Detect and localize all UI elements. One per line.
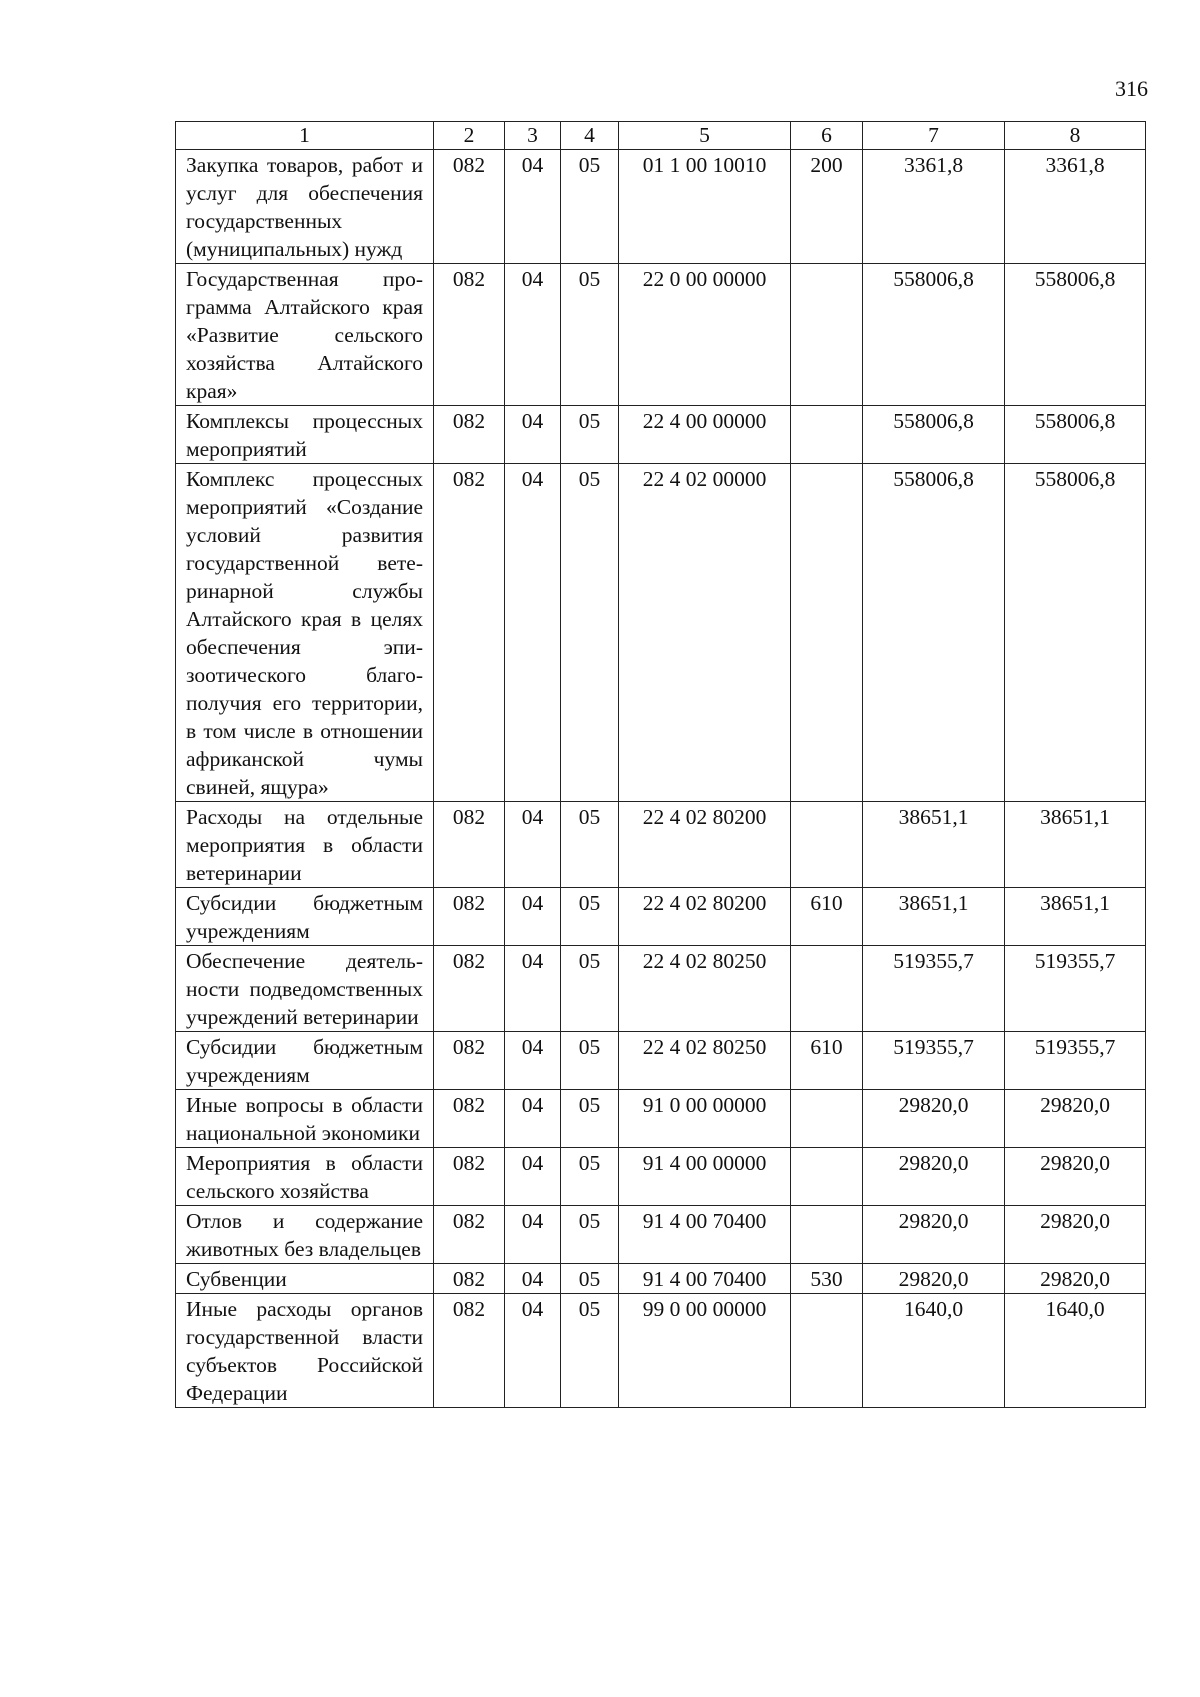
ministry-code-cell: 082 [434, 1206, 505, 1264]
subsection-cell: 05 [561, 1264, 619, 1294]
row-name-cell: Мероприятия в области сельского хозяйства [176, 1148, 434, 1206]
section-cell: 04 [505, 406, 561, 464]
ministry-code-cell: 082 [434, 406, 505, 464]
row-name-cell: Закупка товаров, работ и услуг для обеспечения государственных (муниципальных) нужд [176, 150, 434, 264]
amount-year2-cell: 38651,1 [1005, 888, 1146, 946]
target-article-cell: 99 0 00 00000 [619, 1294, 791, 1408]
expense-type-cell: 200 [791, 150, 863, 264]
expense-type-cell [791, 946, 863, 1032]
column-header: 7 [863, 122, 1005, 150]
ministry-code-cell: 082 [434, 1148, 505, 1206]
amount-year1-cell: 558006,8 [863, 464, 1005, 802]
ministry-code-cell: 082 [434, 1032, 505, 1090]
ministry-code-cell: 082 [434, 802, 505, 888]
row-name-cell: Иные расходы органов государственной власти субъектов Российской Федерации [176, 1294, 434, 1408]
ministry-code-cell: 082 [434, 464, 505, 802]
table-row [176, 1090, 1146, 1148]
amount-year1-cell: 38651,1 [863, 802, 1005, 888]
expense-type-cell [791, 1294, 863, 1408]
row-name-cell: Обеспечение деятельности подведомственных учреждений ветеринарии [176, 946, 434, 1032]
amount-year1-cell: 29820,0 [863, 1206, 1005, 1264]
column-header: 5 [619, 122, 791, 150]
table-row [176, 464, 1146, 802]
amount-year2-cell: 519355,7 [1005, 1032, 1146, 1090]
table-row [176, 1294, 1146, 1408]
subsection-cell: 05 [561, 1294, 619, 1408]
subsection-cell: 05 [561, 802, 619, 888]
target-article-cell: 22 4 02 80250 [619, 1032, 791, 1090]
table-row [176, 888, 1146, 946]
target-article-cell: 22 4 02 80200 [619, 802, 791, 888]
section-cell: 04 [505, 1264, 561, 1294]
target-article-cell: 22 4 02 80250 [619, 946, 791, 1032]
amount-year2-cell: 29820,0 [1005, 1148, 1146, 1206]
target-article-cell: 91 0 00 00000 [619, 1090, 791, 1148]
amount-year1-cell: 519355,7 [863, 1032, 1005, 1090]
table-row [176, 802, 1146, 888]
subsection-cell: 05 [561, 1206, 619, 1264]
column-header: 3 [505, 122, 561, 150]
budget-table [175, 121, 1146, 1408]
row-name-cell: Расходы на отдельные мероприятия в области ветеринарии [176, 802, 434, 888]
section-cell: 04 [505, 802, 561, 888]
target-article-cell: 22 4 02 00000 [619, 464, 791, 802]
column-header: 6 [791, 122, 863, 150]
subsection-cell: 05 [561, 1148, 619, 1206]
row-name-cell: Государственная программа Алтайского края «Развитие сельского хозяйства Алтайского края» [176, 264, 434, 406]
row-name-cell: Комплекс процессных мероприятий «Создание условий развития государственной ветеринарной службы Алтайского края в целях обеспечения эпизоотического благополучия его территории, в том числе в отношении африканской чумы свиней, ящура» [176, 464, 434, 802]
target-article-cell: 91 4 00 00000 [619, 1148, 791, 1206]
column-header: 8 [1005, 122, 1146, 150]
column-header: 1 [176, 122, 434, 150]
amount-year1-cell: 519355,7 [863, 946, 1005, 1032]
section-cell: 04 [505, 888, 561, 946]
ministry-code-cell: 082 [434, 946, 505, 1032]
subsection-cell: 05 [561, 406, 619, 464]
header-row [176, 122, 1146, 150]
target-article-cell: 22 0 00 00000 [619, 264, 791, 406]
target-article-cell: 01 1 00 10010 [619, 150, 791, 264]
table-row [176, 1148, 1146, 1206]
target-article-cell: 22 4 02 80200 [619, 888, 791, 946]
expense-type-cell [791, 1148, 863, 1206]
ministry-code-cell: 082 [434, 1294, 505, 1408]
expense-type-cell: 610 [791, 1032, 863, 1090]
ministry-code-cell: 082 [434, 1264, 505, 1294]
expense-type-cell [791, 802, 863, 888]
target-article-cell: 91 4 00 70400 [619, 1264, 791, 1294]
row-name-cell: Иные вопросы в области национальной экономики [176, 1090, 434, 1148]
subsection-cell: 05 [561, 464, 619, 802]
table-row [176, 1264, 1146, 1294]
expense-type-cell [791, 1206, 863, 1264]
amount-year1-cell: 29820,0 [863, 1264, 1005, 1294]
row-name-cell: Отлов и содержание животных без владельцев [176, 1206, 434, 1264]
section-cell: 04 [505, 1032, 561, 1090]
amount-year2-cell: 1640,0 [1005, 1294, 1146, 1408]
table-row [176, 150, 1146, 264]
section-cell: 04 [505, 946, 561, 1032]
subsection-cell: 05 [561, 946, 619, 1032]
amount-year1-cell: 29820,0 [863, 1148, 1005, 1206]
column-header: 2 [434, 122, 505, 150]
column-header: 4 [561, 122, 619, 150]
ministry-code-cell: 082 [434, 264, 505, 406]
amount-year1-cell: 558006,8 [863, 264, 1005, 406]
amount-year2-cell: 558006,8 [1005, 464, 1146, 802]
subsection-cell: 05 [561, 1032, 619, 1090]
section-cell: 04 [505, 1148, 561, 1206]
amount-year2-cell: 29820,0 [1005, 1264, 1146, 1294]
amount-year2-cell: 38651,1 [1005, 802, 1146, 888]
amount-year1-cell: 29820,0 [863, 1090, 1005, 1148]
section-cell: 04 [505, 150, 561, 264]
amount-year2-cell: 519355,7 [1005, 946, 1146, 1032]
section-cell: 04 [505, 464, 561, 802]
page-number: 316 [1115, 76, 1148, 101]
amount-year2-cell: 29820,0 [1005, 1090, 1146, 1148]
section-cell: 04 [505, 1294, 561, 1408]
subsection-cell: 05 [561, 1090, 619, 1148]
section-cell: 04 [505, 264, 561, 406]
expense-type-cell: 530 [791, 1264, 863, 1294]
expense-type-cell [791, 1090, 863, 1148]
table-row [176, 946, 1146, 1032]
row-name-cell: Субсидии бюджетным учреждениям [176, 888, 434, 946]
expense-type-cell [791, 406, 863, 464]
amount-year1-cell: 3361,8 [863, 150, 1005, 264]
target-article-cell: 91 4 00 70400 [619, 1206, 791, 1264]
subsection-cell: 05 [561, 888, 619, 946]
row-name-cell: Комплексы процессных мероприятий [176, 406, 434, 464]
expense-type-cell: 610 [791, 888, 863, 946]
subsection-cell: 05 [561, 150, 619, 264]
amount-year1-cell: 558006,8 [863, 406, 1005, 464]
table-row [176, 264, 1146, 406]
subsection-cell: 05 [561, 264, 619, 406]
ministry-code-cell: 082 [434, 150, 505, 264]
section-cell: 04 [505, 1206, 561, 1264]
table-row [176, 1032, 1146, 1090]
amount-year2-cell: 3361,8 [1005, 150, 1146, 264]
amount-year1-cell: 1640,0 [863, 1294, 1005, 1408]
amount-year2-cell: 558006,8 [1005, 406, 1146, 464]
amount-year2-cell: 29820,0 [1005, 1206, 1146, 1264]
table-row [176, 1206, 1146, 1264]
section-cell: 04 [505, 1090, 561, 1148]
ministry-code-cell: 082 [434, 1090, 505, 1148]
target-article-cell: 22 4 00 00000 [619, 406, 791, 464]
expense-type-cell [791, 464, 863, 802]
ministry-code-cell: 082 [434, 888, 505, 946]
row-name-cell: Субвенции [176, 1264, 434, 1294]
expense-type-cell [791, 264, 863, 406]
amount-year1-cell: 38651,1 [863, 888, 1005, 946]
row-name-cell: Субсидии бюджетным учреждениям [176, 1032, 434, 1090]
table-row [176, 406, 1146, 464]
amount-year2-cell: 558006,8 [1005, 264, 1146, 406]
